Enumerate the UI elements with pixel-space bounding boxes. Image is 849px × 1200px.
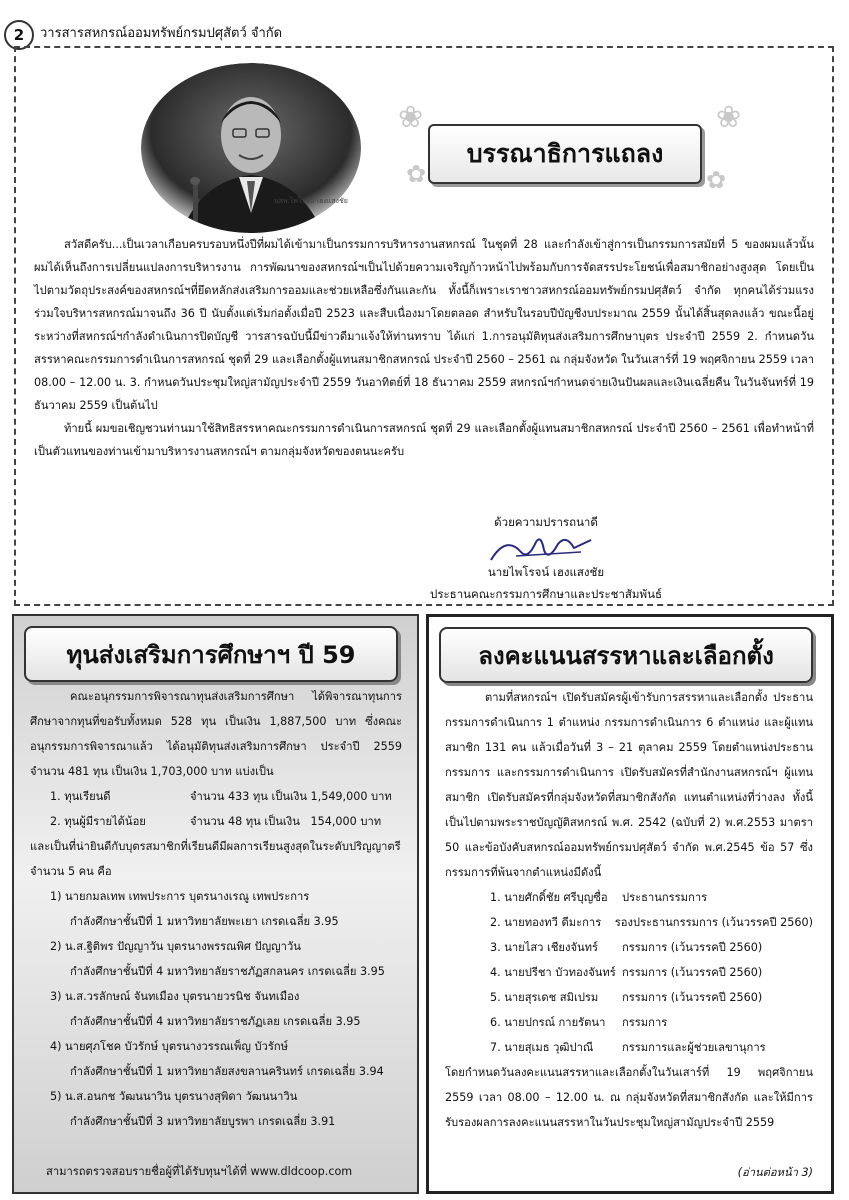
photo-credit: นสพ.ไพโรจน์ เฮงแสงชัย <box>274 197 348 205</box>
list-item: 1. ทุนเรียนดี จำนวน 433 ทุน เป็นเงิน 1,549,000 บาท <box>50 790 392 803</box>
student-list <box>30 884 402 1134</box>
student-line: กำลังศึกษาชั้นปีที่ 3 มหาวิทยาลัยบูรพา เกรดเฉลี่ย 3.91 <box>70 1115 336 1128</box>
scholarship-body <box>30 684 402 1134</box>
editorial-body <box>34 233 814 463</box>
list-item: 4. นายปรีชา บัวทองจันทร์ กรรมการ (เว้นวรรคปี 2560) <box>490 966 763 979</box>
student-line: 4) นายศุภโชค บัวรักษ์ บุตรนางวรรณเพ็ญ บัวรักษ์ <box>50 1040 289 1053</box>
election-body <box>445 685 813 1135</box>
list-item: 5. นายสุรเดช สมิเปรม กรรมการ (เว้นวรรคปี 2560) <box>490 991 763 1004</box>
signer-name: นายไพโรจน์ เฮงแสงชัย <box>487 565 605 579</box>
election-title: ลงคะแนนสรรหาและเลือกตั้ง <box>439 627 813 683</box>
journal-title: วารสารสหกรณ์ออมทรัพย์กรมปศุสัตว์ จำกัด <box>40 26 283 41</box>
page-number: 2 <box>4 20 34 50</box>
continued-note: (อ่านต่อหน้า 3) <box>737 1166 813 1179</box>
retiring-members <box>445 885 813 1060</box>
flower-icon: ✿ <box>706 166 727 194</box>
student-line: กำลังศึกษาชั้นปีที่ 4 มหาวิทยาลัยราชภัฏสกลนคร เกรดเฉลี่ย 3.95 <box>70 965 385 978</box>
election-panel <box>426 614 834 1194</box>
editorial-paragraph: ท้ายนี้ ผมขอเชิญชวนท่านมาใช้สิทธิสรรหาคณะกรรมการดำเนินการสหกรณ์ ชุดที่ 29 และเลือกตั้งผู้แทนสมาชิกสหกรณ์ ประจำปี 2560 – 2561 เพื่อทำหน้าที่เป็นตัวแทนของท่านเข้ามาบริหารงานสหกรณ์ฯ ตามกลุ่มจังหวัดของตนนะครับ <box>34 422 814 458</box>
student-line: กำลังศึกษาชั้นปีที่ 1 มหาวิทยาลัยพะเยา เกรดเฉลี่ย 3.95 <box>70 915 339 928</box>
flower-icon: ❀ <box>716 100 742 135</box>
election-outro: โดยกำหนดวันลงคะแนนสรรหาและเลือกตั้งในวันเสาร์ที่ 19 พฤศจิกายน 2559 เวลา 08.00 – 12.00 น. ณ กลุ่มจังหวัดที่สมาชิกสังกัด และให้มีการรับรองผลการลงคะแนนสรรหาในวันประชุมใหญ่สามัญประจำปี 2559 <box>445 1066 813 1129</box>
closing-line: ด้วยความปรารถนาดี <box>494 515 598 529</box>
student-line: 5) น.ส.อนกช วัฒนนาวิน บุตรนางสุพิดา วัฒนนาวิน <box>50 1090 298 1103</box>
editor-photo <box>141 63 361 233</box>
list-item: 2. นายทองทวี ดีมะการ รองประธานกรรมการ (เว้นวรรคปี 2560) <box>490 916 813 929</box>
student-line: 2) น.ส.ฐิติพร ปัญญาวัน บุตรนางพรรณพิศ ปัญญาวัน <box>50 940 301 953</box>
editorial-banner: บรรณาธิการแถลง <box>428 124 702 184</box>
election-intro: ตามที่สหกรณ์ฯ เปิดรับสมัครผู้เข้ารับการสรรหาและเลือกตั้ง ประธานกรรมการดำเนินการ 1 ตำแหน่ง กรรมการดำเนินการ 6 ตำแหน่ง และผู้แทนสมาชิก 131 คน แล้วเมื่อวันที่ 3 – 21 ตุลาคม 2559 โดยตำแหน่งประธานกรรมการ และกรรมการดำเนินการ เปิดรับสมัครที่สำนักงานสหกรณ์ฯ ผู้แทนสมาชิก เปิดรับสมัครที่กลุ่มจังหวัดที่สมาชิกสังกัด แทนตำแหน่งที่ว่างลง ทั้งนี้เป็นไปตามพระราชบัญญัติสหกรณ์ พ.ศ. 2542 (ฉบับที่ 2) พ.ศ.2553 มาตรา 50 และข้อบังคับสหกรณ์ออมทรัพย์กรมปศุสัตว์ จำกัด พ.ศ.2545 ข้อ 57 ซึ่งกรรมการที่พ้นจากตำแหน่งมีดังนี้ <box>445 691 813 879</box>
scholarship-note: และเป็นที่น่ายินดีกับบุตรสมาชิกที่เรียนดีมีผลการเรียนสูงสุดในระดับปริญญาตรี จำนวน 5 คน คือ <box>30 840 401 878</box>
editorial-section <box>14 46 834 606</box>
scholarship-footer: สามารถตรวจสอบรายชื่อผู้ที่ได้รับทุนฯได้ที่ www.dldcoop.com <box>46 1165 353 1178</box>
signature <box>486 530 596 566</box>
student-line: กำลังศึกษาชั้นปีที่ 4 มหาวิทยาลัยราชภัฏเลย เกรดเฉลี่ย 3.95 <box>70 1015 361 1028</box>
list-item: 7. นายสุเมธ วุฒิปาณี กรรมการและผู้ช่วยเลขานุการ <box>490 1041 766 1054</box>
flower-icon: ✿ <box>406 160 427 188</box>
scholarship-intro: คณะอนุกรรมการพิจารณาทุนส่งเสริมการศึกษา ได้พิจารณาทุนการศึกษาจากทุนที่ขอรับทั้งหมด 528 ทุน เป็นเงิน 1,887,500 บาท ซึ่งคณะอนุกรรมการพิจารณาแล้ว ได้อนุมัติทุนส่งเสริมการศึกษา ประจำปี 2559 จำนวน 481 ทุน เป็นเงิน 1,703,000 บาท แบ่งเป็น <box>30 690 402 778</box>
editorial-paragraph: สวัสดีครับ...เป็นเวลาเกือบครบรอบหนึ่งปีที่ผมได้เข้ามาเป็นกรรมการบริหารงานสหกรณ์ ในชุดที่ 28 และกำลังเข้าสู่การเป็นกรรมการสมัยที่ 5 ของผมแล้วนั้น ผมได้เห็นถึงการเปลี่ยนแปลงการบริหารงาน การพัฒนาของสหกรณ์ฯเป็นไปด้วยความเจริญก้าวหน้าไปพร้อมกับการจัดสรรประโยชน์เพื่อสมาชิกอย่างสูงสุด โดยเป็นไปตามวัตถุประสงค์ของสหกรณ์ฯที่ยึดหลักส่งเสริมการออมและช่วยเหลือซึ่งกันและกัน ทั้งนี้ก็เพราะเราชาวสหกรณ์ออมทรัพย์กรมปศุสัตว์ จำกัด ทุกคนได้ร่วมแรงร่วมใจบริหารสหกรณ์มาจนถึง 36 ปี นับตั้งแต่เริ่มก่อตั้งเมื่อปี 2523 และสืบเนื่องมาโดยตลอด สำหรับในรอบปีบัญชีงบประมาณ 2559 นั้นได้สิ้นสุดลงแล้ว ขณะนี้อยู่ระหว่างที่สหกรณ์ฯกำลังดำเนินการปิดบัญชี วารสารฉบับนี้มีข่าวดีมาแจ้งให้ท่านทราบ ได้แก่ 1.การอนุมัติทุนส่งเสริมการศึกษาบุตร ประจำปี 2559 2. กำหนดวันสรรหาคณะกรรมการดำเนินการสหกรณ์ ชุดที่ 29 และเลือกตั้งผู้แทนสมาชิกสหกรณ์ ประจำปี 2560 – 2561 ณ กลุ่มจังหวัด ในวันเสาร์ที่ 19 พฤศจิกายน 2559 เวลา 08.00 – 12.00 น. 3. กำหนดวันประชุมใหญ่สามัญประจำปี 2559 วันอาทิตย์ที่ 18 ธันวาคม 2559 สหกรณ์ฯกำหนดจ่ายเงินปันผลและเงินเฉลี่ยคืน ในวันจันทร์ที่ 19 ธันวาคม 2559 เป็นต้นไป <box>34 238 814 412</box>
list-item: 6. นายปกรณ์ กายรัตนา กรรมการ <box>490 1016 668 1029</box>
page-header <box>0 0 849 48</box>
student-line: กำลังศึกษาชั้นปีที่ 1 มหาวิทยาลัยสงขลานครินทร์ เกรดเฉลี่ย 3.94 <box>70 1065 384 1078</box>
student-line: 3) น.ส.วรลักษณ์ จันทเมือง บุตรนายวรนิช จันทเมือง <box>50 990 300 1003</box>
signer-title: ประธานคณะกรรมการศึกษาและประชาสัมพันธ์ <box>430 587 662 601</box>
list-item: 1. นายศักดิ์ชัย ศรีบุญซื่อ ประธานกรรมการ <box>490 891 708 904</box>
scholarship-title: ทุนส่งเสริมการศึกษาฯ ปี 59 <box>24 626 398 682</box>
student-line: 1) นายกมลเทพ เทพประการ บุตรนางเรณู เทพประการ <box>50 890 310 903</box>
list-item: 3. นายไสว เชียงจันทร์ กรรมการ (เว้นวรรคปี 2560) <box>490 941 763 954</box>
flower-icon: ❀ <box>398 100 424 135</box>
scholarship-panel <box>12 614 419 1194</box>
list-item: 2. ทุนผู้มีรายได้น้อย จำนวน 48 ทุน เป็นเงิน 154,000 บาท <box>50 815 382 828</box>
